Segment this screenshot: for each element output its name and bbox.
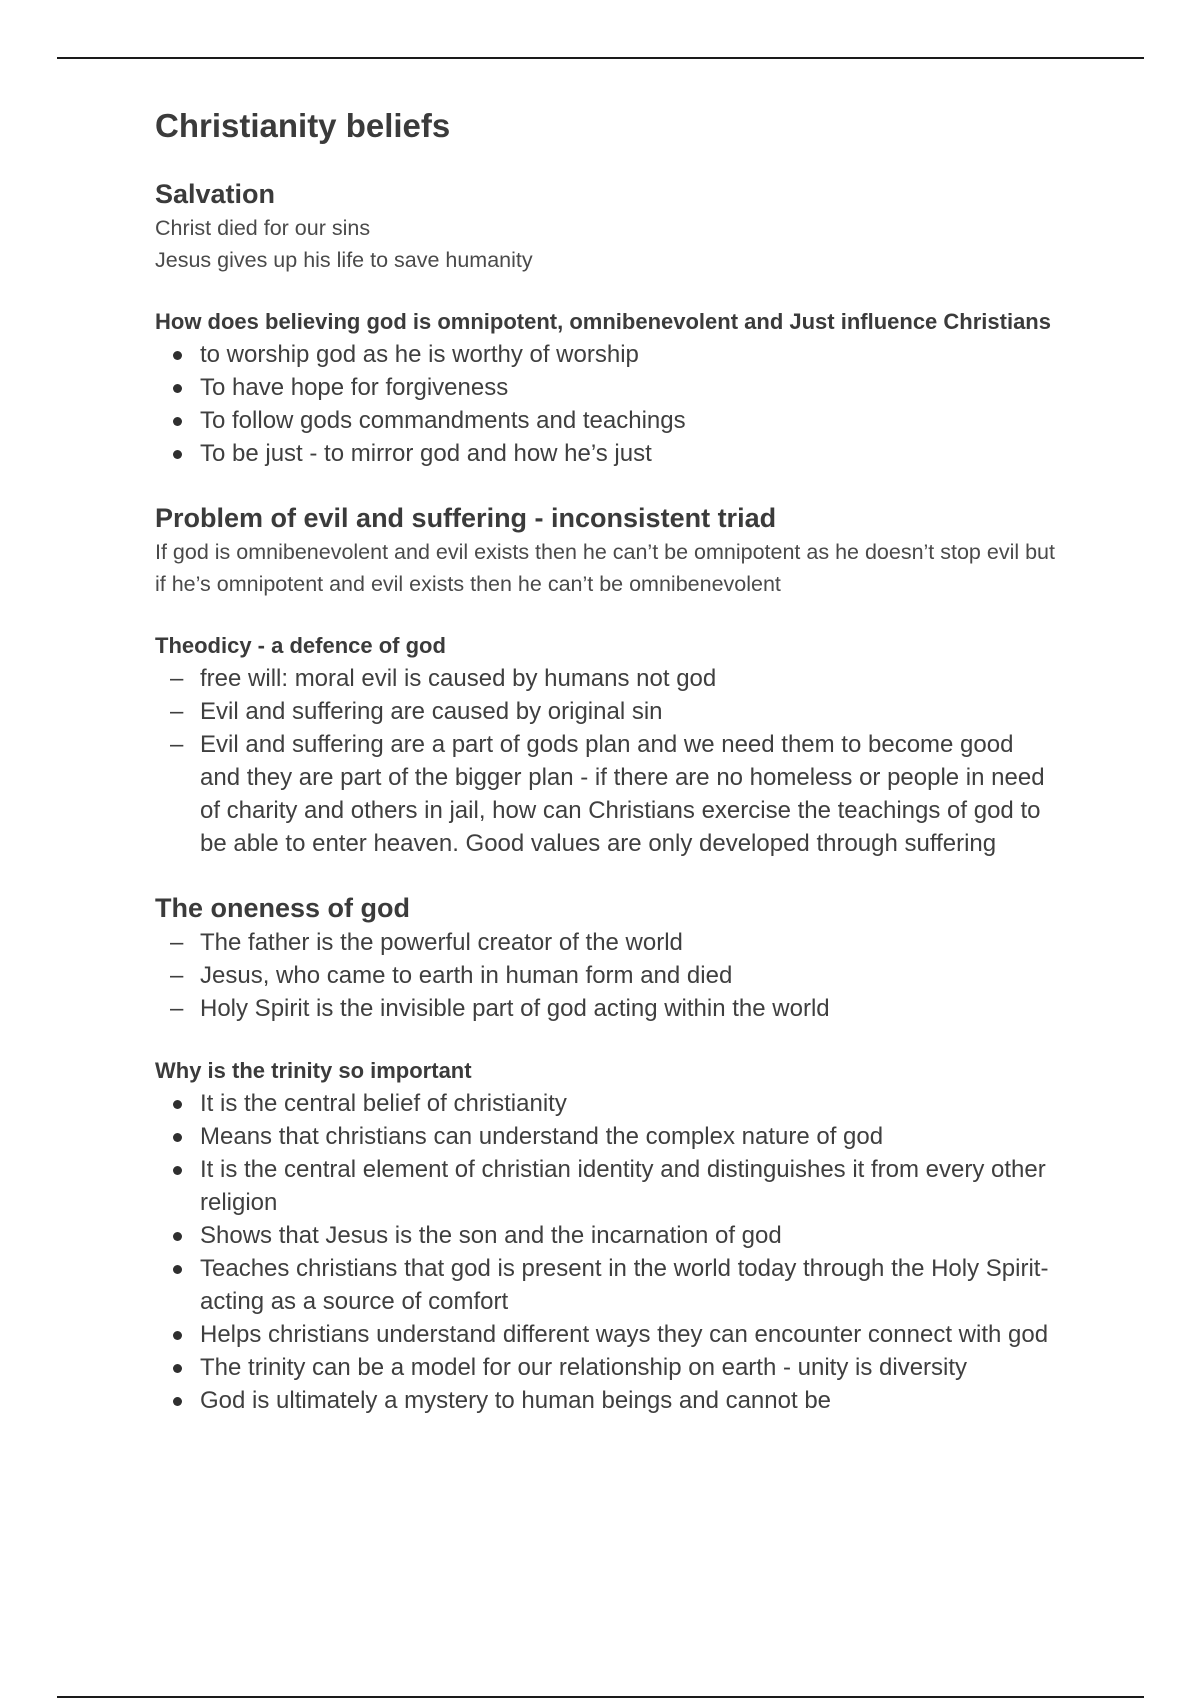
section-oneness	[155, 890, 1060, 1025]
salvation-line: Christ died for our sins	[155, 216, 371, 240]
section-influence	[155, 306, 1060, 470]
theodicy-heading: Theodicy - a defence of god	[155, 633, 446, 658]
evil-text: If god is omnibenevolent and evil exists then he can’t be omnipotent as he doesn’t stop evil but if he’s omnipotent and evil exists then he can’t be omnibenevolent	[155, 540, 1055, 596]
top-divider	[57, 57, 1144, 59]
salvation-line: Jesus gives up his life to save humanity	[155, 248, 533, 272]
list-item: Helps christians understand different ways they can encounter connect with god	[200, 1321, 1049, 1348]
section-trinity	[155, 1055, 1060, 1417]
list-item: Teaches christians that god is present in the world today through the Holy Spirit- acting as a source of comfort	[200, 1255, 1049, 1315]
list-item: To follow gods commandments and teachings	[200, 407, 686, 434]
list-item: Evil and suffering are a part of gods plan and we need them to become good and they are part of the bigger plan - if there are no homeless or people in need of charity and others in jail, how can Christians exercise the teachings of god to be able to enter heaven. Good values are only developed through suffering	[200, 731, 1045, 857]
note-content	[155, 104, 1060, 1417]
list-item: Shows that Jesus is the son and the incarnation of god	[200, 1222, 782, 1249]
list-item: It is the central belief of christianity	[200, 1090, 567, 1117]
oneness-list	[155, 926, 1060, 1025]
section-evil	[155, 500, 1060, 600]
list-item: Jesus, who came to earth in human form and died	[200, 962, 733, 989]
section-theodicy	[155, 630, 1060, 860]
list-item: God is ultimately a mystery to human beings and cannot be	[200, 1387, 832, 1414]
list-item: Evil and suffering are caused by original sin	[200, 698, 663, 725]
list-item: To be just - to mirror god and how he’s just	[200, 440, 652, 467]
list-item: to worship god as he is worthy of worship	[200, 341, 639, 368]
bottom-divider	[57, 1696, 1144, 1698]
list-item: free will: moral evil is caused by humans not god	[200, 665, 717, 692]
oneness-heading: The oneness of god	[155, 893, 411, 923]
list-item: Means that christians can understand the complex nature of god	[200, 1123, 884, 1150]
section-salvation	[155, 176, 1060, 276]
theodicy-list	[155, 662, 1060, 860]
trinity-list	[155, 1087, 1060, 1417]
list-item: To have hope for forgiveness	[200, 374, 509, 401]
list-item: Holy Spirit is the invisible part of god acting within the world	[200, 995, 830, 1022]
evil-heading: Problem of evil and suffering - inconsistent triad	[155, 503, 777, 533]
page-title: Christianity beliefs	[155, 107, 451, 144]
influence-list	[155, 338, 1060, 470]
salvation-heading: Salvation	[155, 179, 276, 209]
list-item: The trinity can be a model for our relationship on earth - unity is diversity	[200, 1354, 968, 1381]
list-item: It is the central element of christian identity and distinguishes it from every other religion	[200, 1156, 1046, 1216]
list-item: The father is the powerful creator of the world	[200, 929, 683, 956]
trinity-heading: Why is the trinity so important	[155, 1058, 472, 1083]
influence-heading: How does believing god is omnipotent, omnibenevolent and Just influence Christians	[155, 309, 1051, 334]
